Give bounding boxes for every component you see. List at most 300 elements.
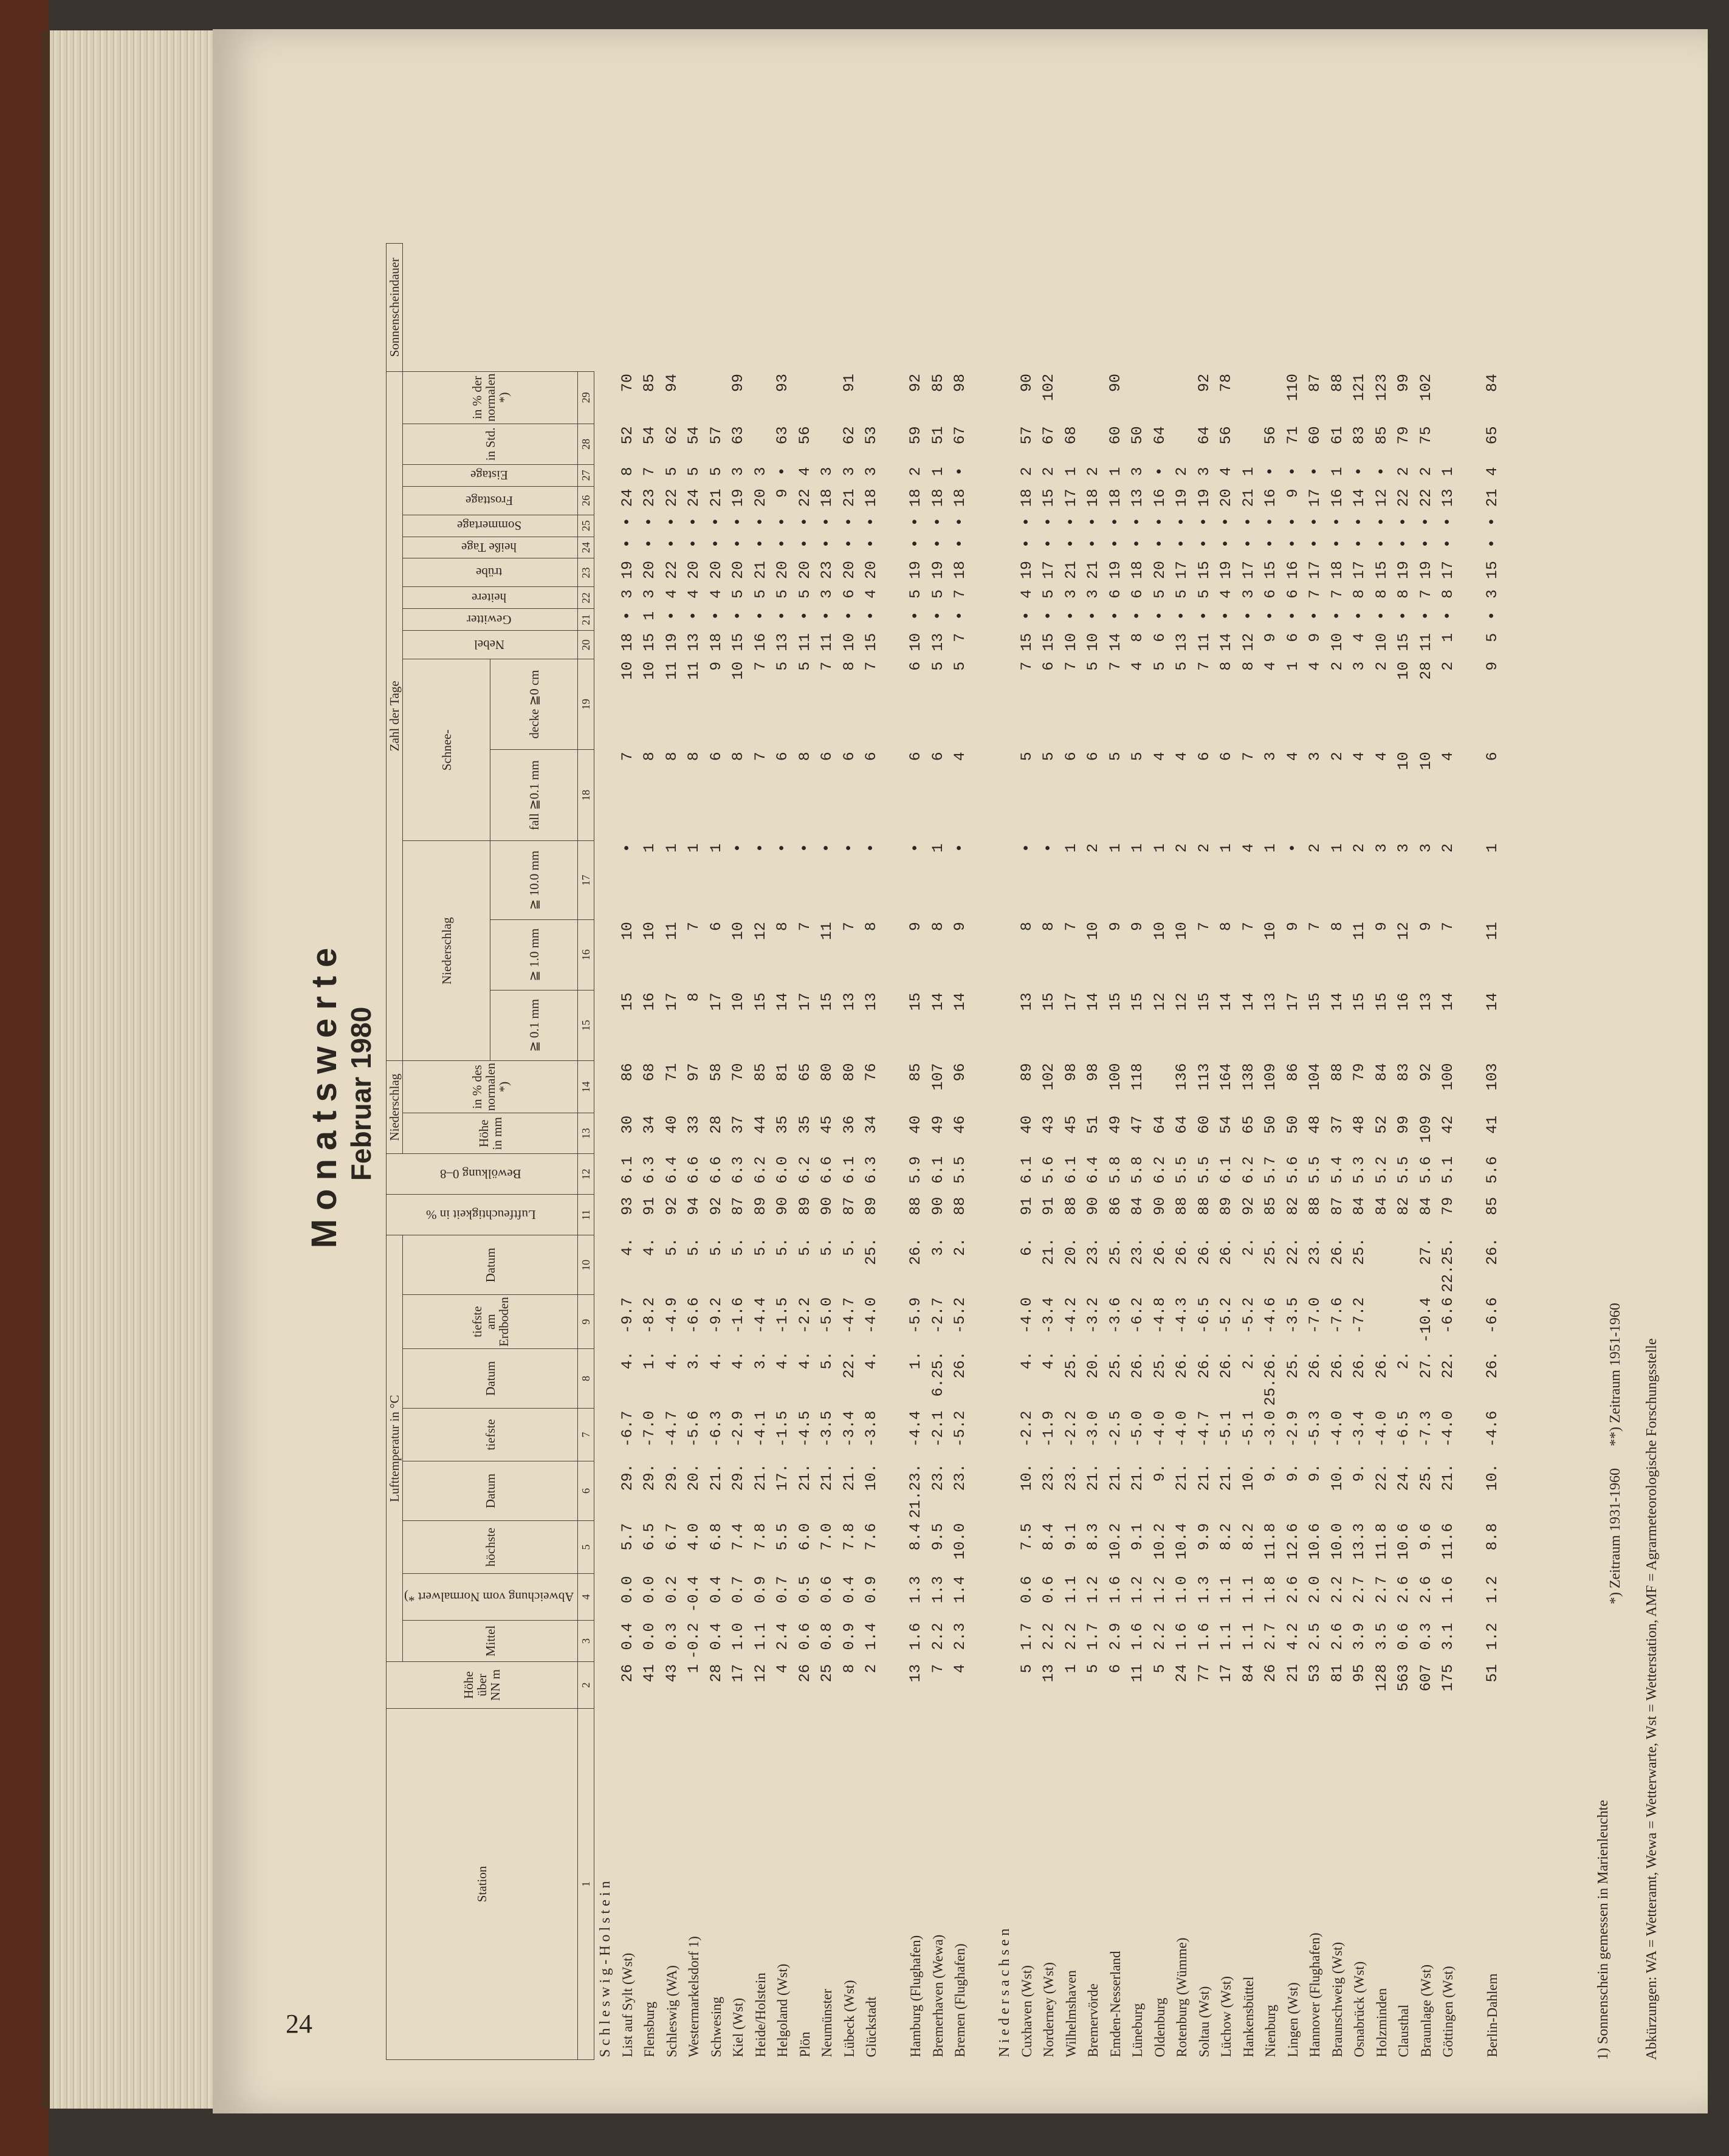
- value-cell: -2.2: [1017, 1410, 1036, 1447]
- value-cell: •: [1262, 611, 1280, 620]
- station-name: Helgoland (Wst): [775, 1963, 791, 2058]
- value-cell: •: [751, 539, 769, 549]
- value-cell: 18: [951, 560, 969, 579]
- value-cell: 6.4: [1084, 1156, 1102, 1184]
- value-cell: 4: [1239, 843, 1257, 853]
- value-cell: -0.4: [685, 1576, 703, 1613]
- value-cell: 5: [1017, 1664, 1036, 1674]
- value-cell: 1.3: [929, 1576, 947, 1604]
- station-name: Braunlage (Wst): [1418, 1964, 1434, 2058]
- value-cell: 8: [618, 467, 636, 476]
- value-cell: 7: [1306, 589, 1324, 599]
- value-cell: 102: [1417, 374, 1435, 402]
- value-cell: 5.: [818, 1351, 836, 1370]
- value-cell: 5: [707, 467, 725, 476]
- value-cell: -5.1: [1217, 1410, 1236, 1447]
- value-cell: 5.: [729, 1237, 748, 1256]
- value-cell: •: [1395, 517, 1413, 527]
- value-cell: 6: [1262, 589, 1280, 599]
- value-cell: 65: [1239, 1115, 1257, 1134]
- value-cell: 4: [707, 589, 725, 599]
- value-cell: 6.6: [707, 1156, 725, 1184]
- value-cell: 15: [1195, 992, 1213, 1011]
- value-cell: 1: [662, 843, 681, 853]
- value-cell: 0.7: [774, 1576, 792, 1604]
- value-cell: •: [1106, 611, 1124, 620]
- value-cell: 46: [951, 1115, 969, 1134]
- value-cell: 1: [1062, 843, 1080, 853]
- value-cell: -4.9: [662, 1297, 681, 1334]
- value-cell: 4: [662, 589, 681, 599]
- value-cell: 7: [685, 922, 703, 932]
- value-cell: 18: [618, 633, 636, 651]
- value-cell: 8: [662, 752, 681, 761]
- value-cell: 49: [929, 1115, 947, 1134]
- value-cell: 56: [1217, 426, 1236, 445]
- rotated-table-stage: [304, 231, 1683, 2078]
- value-cell: 1: [1284, 661, 1302, 671]
- value-cell: •: [1017, 843, 1036, 853]
- value-cell: 3.: [929, 1237, 947, 1256]
- value-cell: 7: [1062, 922, 1080, 932]
- value-cell: 2.7: [1262, 1622, 1280, 1650]
- value-cell: 6.2: [751, 1156, 769, 1184]
- value-cell: 26.: [1195, 1351, 1213, 1379]
- value-cell: 7: [641, 467, 659, 476]
- value-cell: 9.6: [1417, 1523, 1435, 1551]
- value-cell: 13: [1173, 633, 1191, 651]
- value-cell: 6.2: [1239, 1156, 1257, 1184]
- station-name: Bremervörde: [1085, 1983, 1101, 2058]
- col-datum-erd: Datum: [403, 1235, 578, 1295]
- value-cell: 13: [1129, 489, 1147, 507]
- value-cell: 7: [1417, 589, 1435, 599]
- value-cell: 35: [774, 1115, 792, 1134]
- value-cell: 109: [1417, 1115, 1435, 1143]
- value-cell: 87: [1328, 1196, 1346, 1215]
- value-cell: 19: [729, 489, 748, 507]
- value-cell: 3: [862, 467, 881, 476]
- value-cell: 6: [862, 752, 881, 761]
- station-name: Hannover (Flughafen): [1307, 1932, 1323, 2058]
- value-cell: -4.0: [1017, 1297, 1036, 1334]
- value-cell: 10: [641, 661, 659, 680]
- col-schneedecke: decke ≧0 cm: [490, 659, 578, 750]
- group-row: [994, 244, 1016, 2060]
- value-cell: -2.2: [1062, 1410, 1080, 1447]
- value-cell: -2.7: [929, 1297, 947, 1334]
- value-cell: 2.7: [1372, 1576, 1390, 1604]
- value-cell: 1.8: [1262, 1576, 1280, 1604]
- col-sonnenschein: Sonnenscheindauer: [387, 244, 403, 372]
- value-cell: 16: [1150, 489, 1169, 507]
- value-cell: 26.: [1306, 1351, 1324, 1379]
- value-cell: 12: [751, 1664, 769, 1683]
- value-cell: 10: [1150, 922, 1169, 941]
- value-cell: 6: [707, 922, 725, 932]
- value-cell: •: [618, 843, 636, 853]
- value-cell: 9.: [1262, 1463, 1280, 1482]
- table-row: [1082, 244, 1105, 2060]
- value-cell: 17: [1217, 1664, 1236, 1683]
- value-cell: -4.4: [907, 1410, 925, 1447]
- value-cell: •: [774, 517, 792, 527]
- value-cell: 9: [1106, 922, 1124, 932]
- value-cell: 3: [1306, 752, 1324, 761]
- value-cell: 3: [1395, 843, 1413, 853]
- value-cell: 11: [796, 633, 814, 651]
- spacer-cell: [1460, 371, 1482, 2059]
- value-cell: •: [929, 611, 947, 620]
- value-cell: 20: [1150, 560, 1169, 579]
- value-cell: 21.: [1040, 1237, 1058, 1265]
- value-cell: 47: [1129, 1115, 1147, 1134]
- value-cell: 20.: [1062, 1237, 1080, 1265]
- value-cell: [1437, 424, 1460, 464]
- value-cell: 0.9: [862, 1576, 881, 1604]
- value-cell: 7: [1239, 752, 1257, 761]
- value-cell: -10.4: [1417, 1297, 1435, 1343]
- value-cell: 2: [1372, 661, 1390, 671]
- value-cell: 10.: [1483, 1463, 1502, 1491]
- value-cell: •: [1217, 539, 1236, 549]
- value-cell: 4: [1306, 661, 1324, 671]
- value-cell: 6.25.: [929, 1351, 947, 1397]
- value-cell: 22.: [1284, 1237, 1302, 1265]
- table-row: [839, 244, 861, 2060]
- col-gewitter: Gewitter: [403, 609, 578, 631]
- value-cell: 4: [1372, 752, 1390, 761]
- value-cell: 4: [1150, 752, 1169, 761]
- value-cell: 13.3: [1350, 1523, 1369, 1560]
- value-cell: 20: [729, 560, 748, 579]
- value-cell: 19: [662, 633, 681, 651]
- value-cell: 26.: [1217, 1237, 1236, 1265]
- value-cell: •: [1195, 517, 1213, 527]
- value-cell: 21.: [1106, 1463, 1124, 1491]
- value-cell: 8.4: [1040, 1523, 1058, 1551]
- station-name: Braunschweig (Wst): [1329, 1941, 1345, 2058]
- value-cell: 7: [796, 922, 814, 932]
- value-cell: 4: [1173, 752, 1191, 761]
- value-cell: •: [1173, 611, 1191, 620]
- value-cell: 65: [1483, 426, 1502, 445]
- value-cell: •: [751, 843, 769, 853]
- column-number: 24: [578, 537, 594, 558]
- value-cell: 5: [1084, 661, 1102, 671]
- value-cell: 2.2: [1040, 1622, 1058, 1650]
- value-cell: 0.0: [641, 1576, 659, 1604]
- value-cell: -4.8: [1150, 1297, 1169, 1334]
- value-cell: 5: [751, 589, 769, 599]
- col-datum-tiefste: Datum: [403, 1348, 578, 1408]
- value-cell: 5.: [662, 1237, 681, 1256]
- value-cell: 12: [1239, 633, 1257, 651]
- value-cell: 64: [1195, 426, 1213, 445]
- value-cell: 21: [707, 489, 725, 507]
- value-cell: 19: [1417, 560, 1435, 579]
- value-cell: 26: [618, 1664, 636, 1683]
- value-cell: 17: [1062, 489, 1080, 507]
- value-cell: 7: [818, 661, 836, 671]
- value-cell: 5.8: [1129, 1156, 1147, 1184]
- value-cell: 49: [1106, 1115, 1124, 1134]
- value-cell: 25.: [862, 1237, 881, 1265]
- value-cell: 6.1: [929, 1156, 947, 1184]
- value-cell: 12: [751, 922, 769, 941]
- value-cell: 113: [1195, 1063, 1213, 1091]
- col-heisse: heiße Tage: [403, 537, 578, 558]
- value-cell: 0.8: [818, 1622, 836, 1650]
- value-cell: 5: [951, 661, 969, 671]
- value-cell: -4.5: [796, 1410, 814, 1447]
- value-cell: 110: [1284, 374, 1302, 402]
- value-cell: 1: [1217, 843, 1236, 853]
- column-number: 19: [578, 659, 594, 750]
- value-cell: 5.5: [951, 1156, 969, 1184]
- value-cell: 1.7: [1084, 1622, 1102, 1650]
- value-cell: •: [907, 517, 925, 527]
- value-cell: 89: [796, 1196, 814, 1215]
- value-cell: 6.7: [662, 1523, 681, 1551]
- value-cell: 14: [1217, 633, 1236, 651]
- value-cell: 7: [1195, 922, 1213, 932]
- value-cell: 1.3: [907, 1576, 925, 1604]
- value-cell: 71: [662, 1063, 681, 1082]
- table-row: [1482, 244, 1504, 2060]
- value-cell: 7: [929, 1664, 947, 1674]
- value-cell: 1.: [907, 1351, 925, 1370]
- value-cell: •: [662, 539, 681, 549]
- table-row: [639, 244, 661, 2060]
- value-cell: -6.2: [1129, 1297, 1147, 1334]
- value-cell: 25.: [1150, 1351, 1169, 1379]
- value-cell: 17: [707, 992, 725, 1011]
- value-cell: •: [951, 467, 969, 476]
- value-cell: 10: [1262, 922, 1280, 941]
- station-name: Osnabrück (Wst): [1352, 1961, 1367, 2058]
- value-cell: •: [1150, 517, 1169, 527]
- value-cell: 3: [1372, 843, 1390, 853]
- station-name: Oldenburg: [1152, 1997, 1167, 2058]
- value-cell: 26.: [1328, 1351, 1346, 1379]
- value-cell: 10.4: [1173, 1523, 1191, 1560]
- value-cell: 10.: [1239, 1463, 1257, 1491]
- value-cell: -1.5: [774, 1410, 792, 1447]
- value-cell: •: [729, 843, 748, 853]
- station-name: Wilhelmshaven: [1063, 1970, 1079, 2058]
- value-cell: 13: [1439, 489, 1457, 507]
- col-tiefste-erd: tiefste am Erdboden: [403, 1295, 578, 1349]
- value-cell: 102: [1040, 374, 1058, 402]
- value-cell: •: [1284, 611, 1302, 620]
- value-cell: 8: [1040, 922, 1058, 932]
- value-cell: 6.2: [1150, 1156, 1169, 1184]
- value-cell: •: [662, 517, 681, 527]
- value-cell: 24: [618, 489, 636, 507]
- value-cell: 15: [1262, 560, 1280, 579]
- value-cell: 2: [907, 467, 925, 476]
- value-cell: 19: [1217, 560, 1236, 579]
- value-cell: 10: [1395, 752, 1413, 771]
- value-cell: 103: [1483, 1063, 1502, 1091]
- column-number: 16: [578, 919, 594, 990]
- value-cell: 4.: [1040, 1351, 1058, 1370]
- value-cell: 5: [1483, 633, 1502, 642]
- value-cell: 1: [1129, 843, 1147, 853]
- value-cell: -4.0: [1439, 1410, 1457, 1447]
- value-cell: 5.: [774, 1237, 792, 1256]
- value-cell: -3.0: [1084, 1410, 1102, 1447]
- value-cell: 5.3: [1350, 1156, 1369, 1184]
- value-cell: 29.: [618, 1463, 636, 1491]
- value-cell: •: [729, 517, 748, 527]
- column-number-row: [578, 244, 594, 2060]
- value-cell: 24: [1173, 1664, 1191, 1683]
- value-cell: •: [840, 611, 858, 620]
- value-cell: •: [1217, 517, 1236, 527]
- value-cell: 10: [618, 922, 636, 941]
- station-name: Cuxhaven (Wst): [1019, 1965, 1034, 2058]
- col-zahl-der-tage: Zahl der Tage: [387, 371, 403, 1060]
- value-cell: 53: [862, 426, 881, 445]
- value-cell: 26.: [1217, 1351, 1236, 1379]
- value-cell: [861, 371, 883, 424]
- spacer-row: [972, 244, 994, 2060]
- value-cell: 4.2: [1284, 1622, 1302, 1650]
- value-cell: -6.6: [1439, 1297, 1457, 1334]
- value-cell: 6.4: [662, 1156, 681, 1184]
- value-cell: 17: [662, 992, 681, 1011]
- table-row: [1016, 244, 1039, 2060]
- value-cell: 10: [1084, 922, 1102, 941]
- value-cell: -3.5: [818, 1410, 836, 1447]
- value-cell: •: [685, 539, 703, 549]
- spacer-cell: [883, 371, 906, 2059]
- table-row: [1349, 244, 1371, 2060]
- value-cell: 1.2: [1483, 1622, 1502, 1650]
- value-cell: 1: [1328, 467, 1346, 476]
- value-cell: •: [1350, 467, 1369, 476]
- col-hoechste: höchste: [403, 1520, 578, 1573]
- value-cell: 62: [662, 426, 681, 445]
- value-cell: 107: [929, 1063, 947, 1091]
- col-station: Station: [387, 1709, 578, 2060]
- value-cell: -3.5: [1284, 1297, 1302, 1334]
- value-cell: 18: [1328, 560, 1346, 579]
- value-cell: 22.: [840, 1351, 858, 1379]
- value-cell: -4.0: [1328, 1410, 1346, 1447]
- value-cell: 2.6: [1284, 1576, 1302, 1604]
- column-number: 21: [578, 609, 594, 631]
- value-cell: 21.: [751, 1463, 769, 1491]
- table-row: [1393, 244, 1415, 2060]
- value-cell: 19: [929, 560, 947, 579]
- value-cell: 4.: [796, 1351, 814, 1370]
- value-cell: 7: [751, 661, 769, 671]
- value-cell: [1171, 371, 1194, 424]
- table-row: [1304, 244, 1327, 2060]
- value-cell: 5: [1150, 1664, 1169, 1674]
- value-cell: •: [1150, 539, 1169, 549]
- table-row: [1215, 244, 1238, 2060]
- value-cell: -5.6: [685, 1410, 703, 1447]
- value-cell: 2.5: [1306, 1622, 1324, 1650]
- value-cell: 5.8: [1106, 1156, 1124, 1184]
- value-cell: 15: [618, 992, 636, 1011]
- value-cell: 1.6: [1129, 1622, 1147, 1650]
- value-cell: 87: [1306, 374, 1324, 393]
- value-cell: 5.7: [618, 1523, 636, 1551]
- value-cell: •: [1150, 467, 1169, 476]
- value-cell: 4: [685, 589, 703, 599]
- value-cell: 68: [641, 1063, 659, 1082]
- value-cell: 57: [1017, 426, 1036, 445]
- value-cell: 1: [1439, 467, 1457, 476]
- value-cell: 29.: [729, 1463, 748, 1491]
- value-cell: •: [1084, 517, 1102, 527]
- value-cell: 24: [685, 489, 703, 507]
- table-row: [617, 244, 639, 2060]
- value-cell: -5.2: [1217, 1297, 1236, 1334]
- value-cell: 5: [1017, 752, 1036, 761]
- value-cell: 25.: [1350, 1237, 1369, 1265]
- station-name: Westermarkelsdorf 1): [686, 1936, 702, 2058]
- value-cell: 1.1: [1217, 1622, 1236, 1650]
- value-cell: 6: [1195, 752, 1213, 761]
- value-cell: 19: [907, 560, 925, 579]
- value-cell: 8: [1350, 589, 1369, 599]
- value-cell: 14: [1350, 489, 1369, 507]
- value-cell: •: [1372, 517, 1390, 527]
- value-cell: 34: [862, 1115, 881, 1134]
- table-body: [594, 244, 1504, 2060]
- value-cell: 61: [1328, 426, 1346, 445]
- value-cell: 16: [1284, 560, 1302, 579]
- value-cell: •: [951, 611, 969, 620]
- column-number: 9: [578, 1295, 594, 1349]
- table-row: [661, 244, 684, 2060]
- value-cell: •: [1106, 539, 1124, 549]
- value-cell: 7.8: [751, 1523, 769, 1551]
- value-cell: 3: [1262, 752, 1280, 761]
- value-cell: 3: [1239, 589, 1257, 599]
- value-cell: •: [862, 539, 881, 549]
- value-cell: 82: [1395, 1196, 1413, 1215]
- table-row: [905, 244, 927, 2060]
- value-cell: 1.: [641, 1351, 659, 1370]
- value-cell: 1.6: [907, 1622, 925, 1650]
- value-cell: 77: [1195, 1664, 1213, 1683]
- value-cell: 90: [818, 1196, 836, 1215]
- value-cell: 17: [1062, 992, 1080, 1011]
- value-cell: 40: [1017, 1115, 1036, 1134]
- station-name: Neumünster: [819, 1989, 835, 2058]
- value-cell: •: [818, 611, 836, 620]
- value-cell: 81: [774, 1063, 792, 1082]
- value-cell: 48: [1306, 1115, 1324, 1134]
- value-cell: 1: [929, 843, 947, 853]
- value-cell: 88: [907, 1196, 925, 1215]
- value-cell: 52: [1372, 1115, 1390, 1134]
- value-cell: -2.9: [1284, 1410, 1302, 1447]
- value-cell: 90: [1017, 374, 1036, 393]
- value-cell: 1.1: [1217, 1576, 1236, 1604]
- col-ns-tage: Niederschlag: [403, 841, 490, 1061]
- value-cell: 2.6: [1395, 1576, 1413, 1604]
- col-sonne-std: in Std.: [403, 424, 578, 464]
- value-cell: 6.3: [862, 1156, 881, 1184]
